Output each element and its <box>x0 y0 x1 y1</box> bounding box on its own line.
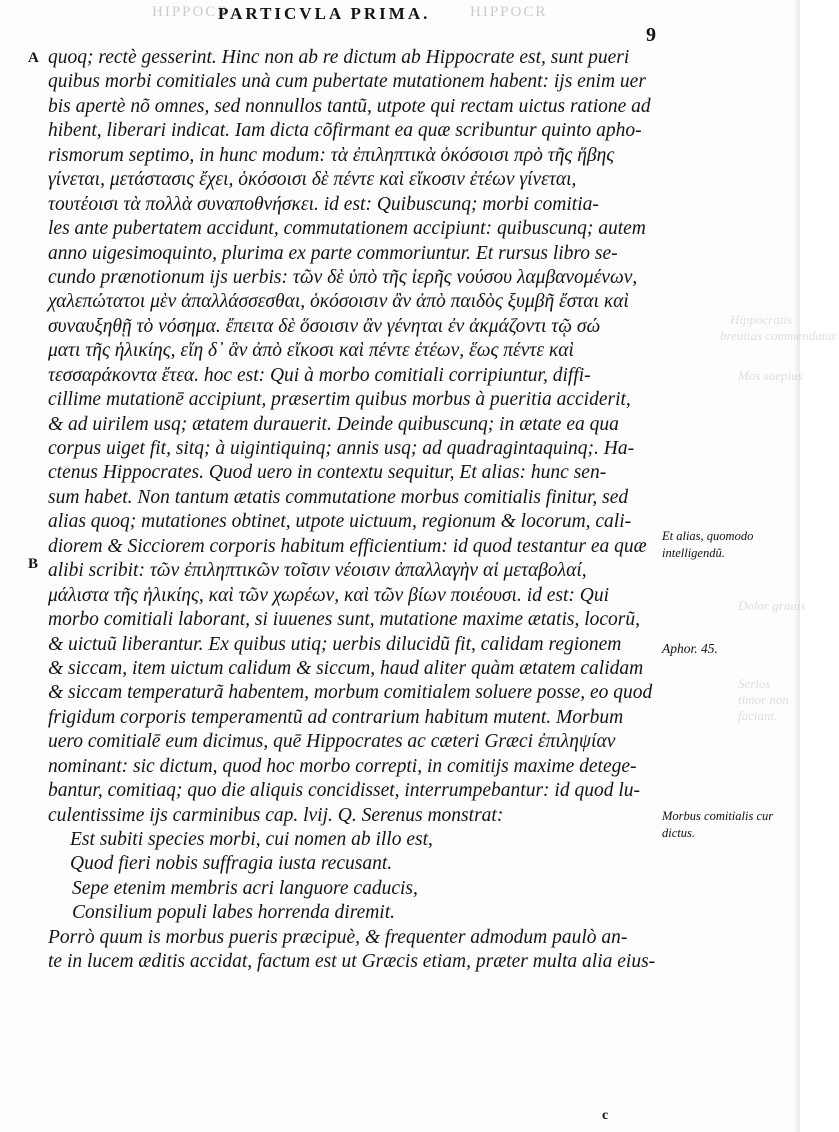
text-line: & siccam, item uictum calidum & siccum, haud aliter quàm ætatem calidam <box>48 657 644 679</box>
text-line: τεσσαράκοντα ἔτεα. hoc est: Qui à morbo comitiali corripiuntur, diffi- <box>48 364 591 386</box>
text-line: rismorum septimo, in hunc modum: τὰ ἐπιληπτικὰ ὁκόσοισι πρὸ τῆς ἥβης <box>48 144 615 166</box>
margin-note-aphorism: Aphor. 45. <box>662 641 718 656</box>
text-line: μάλιστα τῆς ἡλικίης, καὶ τῶν χωρέων, καὶ τῶν βίων ποιέουσι. id est: Qui <box>48 584 610 606</box>
text-line: uero comitialē eum dicimus, quē Hippocrates ac cæteri Græci ἐπιληψίαν <box>48 731 616 753</box>
text-line: cillime mutationē accipiunt, præsertim quibus morbus à pueritia acciderit, <box>48 389 631 411</box>
text-line: culentissime ijs carminibus cap. lvij. Q. Serenus monstrat: <box>48 804 504 826</box>
text-line: nominant: sic dictum, quod hoc morbo correpti, in comitijs maxime detege- <box>48 755 637 777</box>
text-line: & siccam temperaturã habentem, morbum comitialem soluere posse, eo quod <box>48 682 653 704</box>
text-line: τουτέοισι τὰ πολλὰ συναποθνήσκει. id est: Quibuscunq; morbi comitia- <box>48 193 599 215</box>
bleed-through-note: breuitas commendatur. <box>720 328 839 343</box>
text-line: sum habet. Non tantum ætatis commutatione morbus comitialis finitur, sed <box>48 486 629 508</box>
verse-line: Sepe etenim membris acri languore caducis, <box>72 877 418 899</box>
text-line: cundo prænotionum ijs uerbis: τῶν δὲ ὑπὸ τῆς ἱερῆς νούσου λαμβανομένων, <box>48 266 638 288</box>
bleed-through-note: Hippocratis <box>730 312 793 327</box>
text-line: anno uigesimoquinto, plurima ex parte commoriuntur. Et rursus libro se- <box>48 242 618 264</box>
text-line: & ad uirilem usq; ætatem durauerit. Deinde quibuscunq; in ætate ea qua <box>48 413 619 435</box>
text-line: alias quoq; mutationes obtinet, utpote uictuum, regionum & locorum, cali- <box>48 511 632 533</box>
text-line: συναυξηθῇ τὸ νόσημα. ἔπειτα δὲ ὅσοισιν ἂν γένηται ἐν ἀκμάζοντι τῷ σώ <box>48 315 601 337</box>
bleed-through-note: Mos saepius <box>738 368 803 383</box>
bleed-through-heading-right: HIPPOCR <box>470 4 548 20</box>
text-line: Porrò quum is morbus pueris præcipuè, & frequenter admodum paulò an- <box>48 926 628 948</box>
verse-line: Quod fieri nobis suffragia iusta recusant. <box>70 853 393 875</box>
bleed-through-note: Serios timor non faciant. <box>738 676 789 723</box>
text-line: χαλεπώτατοι μὲν ἀπαλλάσσεσθαι, ὁκόσοισιν ἂν ἀπὸ παιδὸς ξυμβῆ ἔσται καὶ <box>48 291 629 313</box>
bleed-through-note: Dolor grauis <box>738 598 806 613</box>
text-line: te in lucem æditis accidat, factum est ut Græcis etiam, præter multa alia eius- <box>48 951 656 973</box>
page-number: 9 <box>646 24 656 46</box>
text-line: corpus uiget fit, sitq; à uigintiquinq; annis usq; ad quadragintaquinq;. Ha- <box>48 438 635 459</box>
text-line: bantur, comitiaq; quo die aliquis concidisset, interrumpebantur: id quod lu- <box>48 780 640 802</box>
text-line: les ante pubertatem accidunt, commutationem accipiunt: quibuscunq; autem <box>48 218 646 240</box>
verse-line: Est subiti species morbi, cui nomen ab illo est, <box>70 829 433 850</box>
text-line: frigidum corporis temperamentũ ad contrarium habitum mutent. Morbum <box>48 706 624 728</box>
margin-note-et-alias: Et alias, quomodo intelligendũ. <box>662 529 754 560</box>
text-line: hibent, liberari indicat. Iam dicta cõfirmant ea quæ scribuntur quinto apho- <box>48 120 642 142</box>
page-edge <box>794 0 800 1132</box>
section-mark-b: B <box>28 556 39 572</box>
text-line: bis apertè nõ omnes, sed nonnullos tantũ, utpote qui rectam uictus ratione ad <box>48 95 651 117</box>
section-mark-a: A <box>28 50 39 66</box>
signature-mark: c <box>602 1108 609 1123</box>
text-line: ctenus Hippocrates. Quod uero in contextu sequitur, Et alias: hunc sen- <box>48 462 607 484</box>
running-head: PARTICVLA PRIMA. <box>218 4 431 23</box>
text-line: quoq; rectè gesserint. Hinc non ab re dictum ab Hippocrate est, sunt pueri <box>48 47 630 68</box>
text-line: diorem & Sicciorem corporis habitum efficientium: id quod testantur ea quæ <box>48 535 647 557</box>
margin-note-morbus: Morbus comitialis cur dictus. <box>662 809 774 840</box>
text-line: morbo comitiali laborant, si iuuenes sunt, mutatione maxime ætatis, locorũ, <box>48 609 641 631</box>
text-line: ματι τῆς ἡλικίης, εἴη δ᾽ ἂν ἀπὸ εἴκοσι καὶ πέντε ἐτέων, ἕως πέντε καὶ <box>48 340 574 362</box>
text-line: alibi scribit: τῶν ἐπιληπτικῶν τοῖσιν νέοισιν ἀπαλλαγὴν αἱ μεταβολαί, <box>48 560 587 582</box>
text-line: γίνεται, μετάστασις ἔχει, ὁκόσοισι δὲ πέντε καὶ εἴκοσιν ἐτέων γίνεται, <box>48 169 577 191</box>
text-line: quibus morbi comitiales unà cum pubertate mutationem habent: ijs enim uer <box>48 71 646 93</box>
bleed-through-heading-left: HIPPOCR <box>152 4 230 20</box>
verse-line: Consilium populi labes horrenda diremit. <box>72 902 396 924</box>
main-text <box>48 46 664 975</box>
text-line: & uictuũ liberantur. Ex quibus utiq; uerbis dilucidũ fit, calidam regionem <box>48 633 622 655</box>
